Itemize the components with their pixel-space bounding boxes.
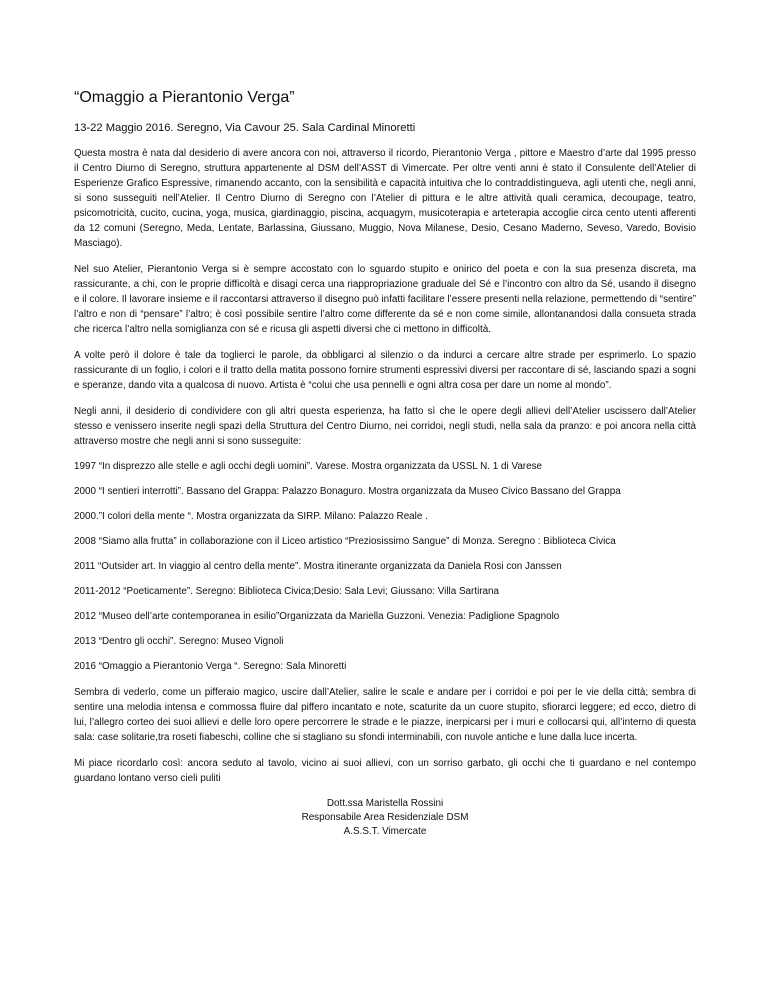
list-item: 2000 “I sentieri interrotti”. Bassano del Grappa: Palazzo Bonaguro. Mostra organizzata da Museo Civico Bassano del Grappa xyxy=(74,486,621,497)
list-item: 2008 “Siamo alla frutta” in collaborazione con il Liceo artistico “Preziosissimo Sangue” di Monza. Seregno : Biblioteca Civica xyxy=(74,536,616,547)
paragraph-pied-piper: Sembra di vederlo, come un pifferaio magico, uscire dall’Atelier, salire le scale e andare per i corridoi e poi per le vie della città; sembra di sentire una melodia intensa e commossa fluire dal piffero incantato e note, scaturite da un cuore stupito, sfiorarci leggere; ed ecco, dietro di lui, l’allegro corteo dei suoi allievi e delle loro opere percorrere le strade e le piazze, inerpicarsi per i muri e collocarsi qui, all’interno di questa sala: case solitarie,tra roseti fiabeschi, colline che si stagliano su sfondi interminabili, con nuvole antiche e lune dalla luce incerta. xyxy=(74,687,696,743)
signature-block xyxy=(74,797,696,839)
exhibitions-list xyxy=(74,460,696,674)
paragraph-atelier: Nel suo Atelier, Pierantonio Verga si è sempre accostato con lo sguardo stupito e onirico del poeta e con la sua presenza discreta, ma rassicurante, a chi, con le proprie difficoltà e disagi cerca una riappropriazione graduale del Sé e l’incontro con altro da Sé, usando il disegno e il colore. Il lavorare insieme e il raccontarsi attraverso il disegno può infatti facilitare l’essere presenti nella relazione, permettendo di “sentire” l’altro e non di “pensare” l’altro; è così possibile sentire l’altro come differente da sé e non come simile, allontanandosi dalla consueta strada che ricerca l’altro nella somiglianza con sé e ricusa gli aspetti diversi che ci mettono in difficoltà. xyxy=(74,264,696,335)
list-item: 2011-2012 “Poeticamente”. Seregno: Biblioteca Civica;Desio: Sala Levi; Giussano: Villa Sartirana xyxy=(74,586,500,597)
signature-role: Responsabile Area Residenziale DSM xyxy=(301,812,469,823)
list-item: 2000.”I colori della mente “. Mostra organizzata da SIRP. Milano: Palazzo Reale . xyxy=(74,511,428,522)
signature-name: Dott.ssa Maristella Rossini xyxy=(326,798,444,809)
paragraph-pain: A volte però il dolore è tale da toglierci le parole, da obbligarci al silenzio o da indurci a cercare altre strade per esprimerlo. Lo spazio rassicurante di un foglio, i colori e il tratto della matita possono fornire strumenti espressivi diversi per raccontare di sé, lasciando spazi a sogni e speranze, dando vita a qualcosa di nuovo. Artista è “colui che usa pennelli e ogni altra cosa per dare un nome al mondo”. xyxy=(74,350,696,391)
paragraph-intro: Questa mostra è nata dal desiderio di avere ancora con noi, attraverso il ricordo, Pierantonio Verga , pittore e Maestro d’arte dal 1995 presso il Centro Diurno di Seregno, struttura appartenente al DSM dell’ASST di Vimercate. Per oltre venti anni è stato il Consulente dell’Atelier di Esperienze Grafico Espressive, rimanendo accanto, con la sensibilità e capacità intuitiva che lo contraddistingueva, agli utenti che, negli anni, si sono susseguiti nell’Atelier. Il Centro Diurno di Seregno con l’Atelier di pittura e le altre attività quali ceramica, decoupage, teatro, psicomotricità, cucito, cucina, yoga, musica, giardinaggio, piscina, acquagym, musicoterapia e arteterapia accoglie circa cento utenti afferenti da 12 comuni (Seregno, Meda, Lentate, Barlassina, Giussano, Muggio, Nova Milanese, Desio, Cesano Maderno, Seveso, Varedo, Bovisio Masciago). xyxy=(74,148,696,249)
paragraph-remembrance: Mi piace ricordarlo così: ancora seduto al tavolo, vicino ai suoi allievi, con un sorriso garbato, gli occhi che ti guardano e nel contempo guardano lontano verso cieli puliti xyxy=(74,758,696,784)
list-item: 2016 “Omaggio a Pierantonio Verga “. Seregno: Sala Minoretti xyxy=(74,661,347,672)
list-item: 2011 “Outsider art. In viaggio al centro della mente”. Mostra itinerante organizzata da Daniela Rosi con Janssen xyxy=(74,561,562,572)
paragraph-exhibitions-intro: Negli anni, il desiderio di condividere con gli altri questa esperienza, ha fatto sì che le opere degli allievi dell’Atelier uscissero dall’Atelier stesso e venissero inserite negli spazi della Struttura del Centro Diurno, nei corridoi, negli studi, nella sala da pranzo: e poi ancora nella città attraverso mostre che negli anni si sono susseguite: xyxy=(74,406,696,447)
list-item: 2013 “Dentro gli occhi”. Seregno: Museo Vignoli xyxy=(74,636,284,647)
event-dates-location: 13-22 Maggio 2016. Seregno, Via Cavour 25. Sala Cardinal Minoretti xyxy=(74,122,416,134)
document-content xyxy=(74,88,696,839)
list-item: 2012 “Museo dell’arte contemporanea in esilio”Organizzata da Mariella Guzzoni. Venezia: Padiglione Spagnolo xyxy=(74,611,560,622)
signature-organization: A.S.S.T. Vimercate xyxy=(343,826,427,837)
list-item: 1997 “In disprezzo alle stelle e agli occhi degli uomini”. Varese. Mostra organizzata da USSL N. 1 di Varese xyxy=(74,461,543,472)
document-title: “Omaggio a Pierantonio Verga” xyxy=(74,89,295,106)
